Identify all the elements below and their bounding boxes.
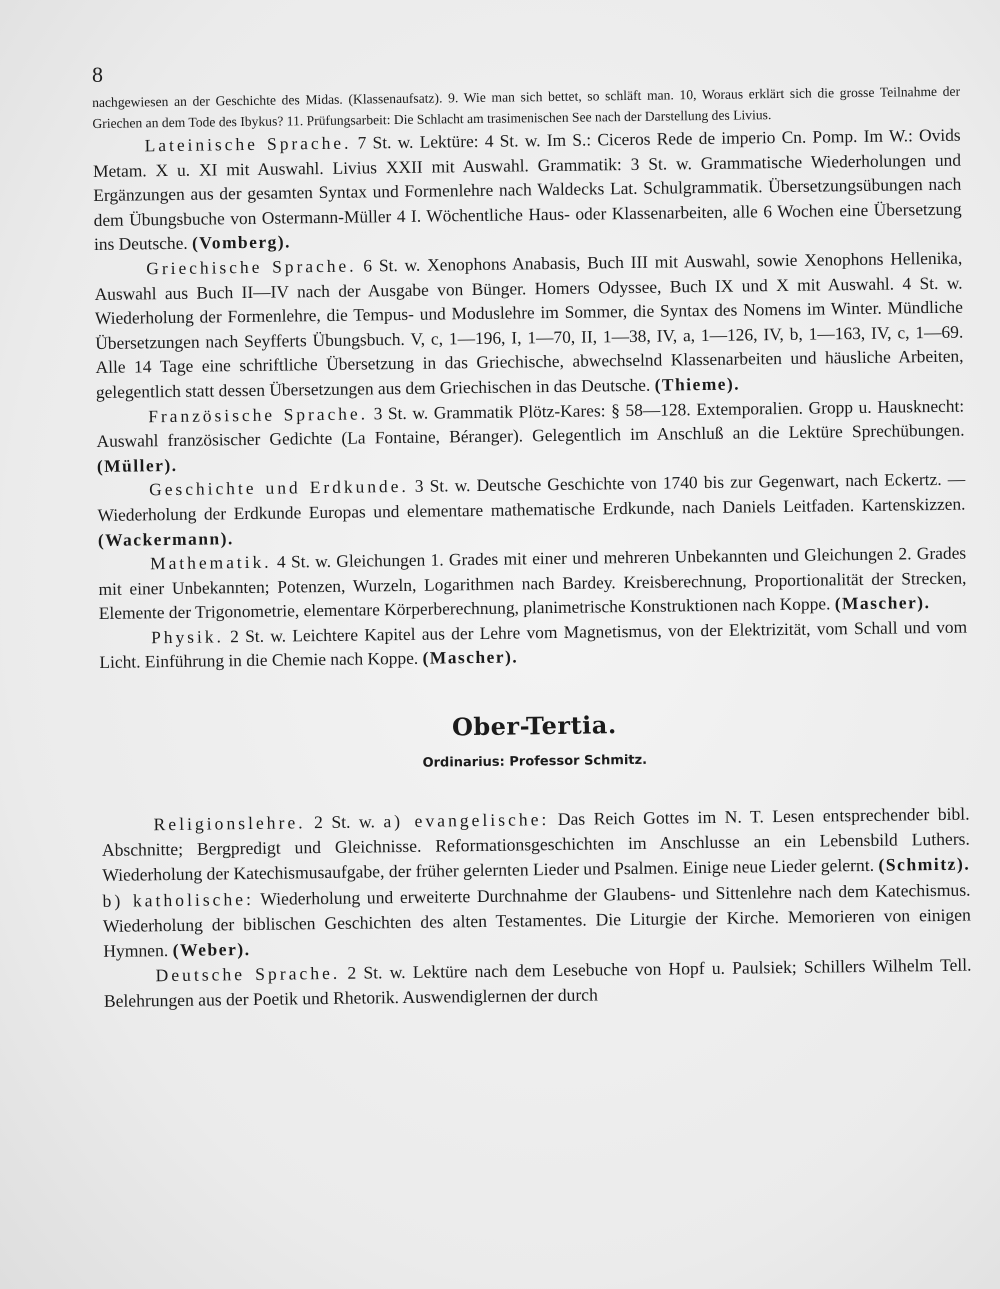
deutsch-text: 2 St. w. Lektüre nach dem Lesebuche von Hopf u. Paulsiek; Schillers Wilhelm Tell. Belehrungen aus der Poetik und Rhetorik. Auswendiglernen der durch <box>103 954 972 1012</box>
geschichte-paragraph <box>97 467 966 552</box>
religion-kath-text: Wiederholung und erweiterte Durchnahme der Glaubens- und Sittenlehre nach dem Katechismus. Wiederholung der biblischen Geschichten des alten Testamentes. Die Liturgie der Kirche. Memorieren von einigen Hymnen. <box>102 879 971 962</box>
mathematik-paragraph <box>98 541 967 626</box>
mathematik-subject: Mathematik. <box>150 551 272 574</box>
deutsch-subject: Deutsche Sprache. <box>155 963 341 986</box>
franzoesisch-paragraph <box>96 393 965 478</box>
intro-paragraph: nachgewiesen an der Geschichte des Midas. (Klassenaufsatz). 9. Wie man sich bettet, so schläft man. 10, Woraus erklärt sich die grosse Teilnahme der Griechen an dem Tode des Ibykus? 11. Prüfungsarbeit: Die Schlacht am trasimenischen See nach der Darstellung des Livius. <box>92 83 961 131</box>
mathematik-teacher: (Mascher). <box>834 592 931 614</box>
franzoesisch-subject: Französische Sprache. <box>148 402 369 426</box>
franzoesisch-teacher: (Müller). <box>96 454 178 476</box>
griechisch-paragraph <box>94 246 964 405</box>
geschichte-text: 3 St. w. Deutsche Geschichte von 1740 bis zur Gegenwart, nach Eckertz. — Wiederholung der Erdkunde Europas und elementare mathematische Erdkunde, nach Daniels Leitfaden. Kartenskizzen. <box>97 468 966 525</box>
religion-ev-label: a) evangelische: <box>383 809 550 832</box>
latein-paragraph <box>93 123 963 257</box>
franzoesisch-text: 3 St. w. Grammatik Plötz-Kares: § 58—128. Extemporalien. Gropp u. Hausknecht: Auswahl französischer Gedichte (La Fontaine, Béranger). Gelegentlich im Anschluß an die Lektüre Sprechübungen. <box>96 395 965 452</box>
religion-hours: 2 St. w. <box>313 811 376 833</box>
latein-text: 7 St. w. Lektüre: 4 St. w. Im S.: Ciceros Rede de imperio Cn. Pomp. Im W.: Ovids Metam. X u. XI mit Auswahl. Livius XXII mit Auswahl. Grammatik: 3 St. w. Grammatische Wiederholungen und Ergänzungen aus der gesamten Syntax und Formenlehre nach Waldecks Lat. Schulgrammatik. Übersetzungsübungen nach dem Übungsbuche von Ostermann-Müller 4 I. Wöchentliche Haus- oder Klassenarbeiten, alle 6 Wochen eine Übersetzung ins Deutsche. <box>92 124 962 255</box>
deutsch-paragraph <box>103 953 972 1015</box>
latein-teacher: (Vomberg). <box>191 231 292 254</box>
griechisch-teacher: (Thieme). <box>654 373 741 395</box>
latein-subject: Lateinische Sprache. <box>144 132 352 156</box>
ordinarius-line: Ordinarius: Professor Schmitz. <box>422 752 648 771</box>
religion-kath-label: b) katholische: <box>102 888 255 911</box>
religion-ev-text: Das Reich Gottes im N. T. Lesen entsprechender bibl. Abschnitte; Bergpredigt und Gleichnisse. Reformationsgeschichten im Anschlusse an ein Lebensbild Luthers. Wiederholung der Katechismusaufgabe, der früher gelernten Lieder und Psalmen. Einige neue Lieder gelernt. <box>101 803 970 886</box>
religion-ev-teacher: (Schmitz). <box>878 854 971 876</box>
geschichte-teacher: (Wackermann). <box>97 527 234 550</box>
griechisch-text: 6 St. w. Xenophons Anabasis, Buch III mit Auswahl, sowie Xenophons Hellenika, Auswahl aus Buch II—IV nach der Ausgabe von Bünger. Homers Odyssee, Buch IX und X mit Auswahl. 4 St. w. Wiederholung der Formenlehre, die Tempus- und Moduslehre im Sommer, die Syntax des Nomens im Winter. Mündliche Übersetzungen nach Seyfferts Übungsbuch. V, c, 1—196, I, 1—70, II, 1—38, IV, a, 1—126, IV, b, 1—163, IV, c, 1—69. Alle 14 Tage eine schriftliche Übersetzung in das Griechische, abwechselnd Klassenarbeiten und häusliche Arbeiten, gelegentlich statt dessen Übersetzungen aus dem Griechischen in das Deutsche. <box>94 247 964 402</box>
griechisch-subject: Griechische Sprache. <box>146 255 357 279</box>
section-heading: Ober-Tertia. <box>451 710 617 742</box>
religion-paragraph <box>101 802 971 965</box>
page-number: 8 <box>92 62 103 87</box>
religion-subject: Religionslehre. <box>153 812 306 835</box>
religion-kath-teacher: (Weber). <box>172 939 251 961</box>
physik-text: 2 St. w. Leichtere Kapitel aus der Lehre vom Magnetismus, von der Elektrizität, vom Schall und vom Licht. Einführung in die Chemie nach Koppe. <box>99 616 968 673</box>
physik-teacher: (Mascher). <box>422 646 519 669</box>
physik-subject: Physik. <box>151 626 224 648</box>
lower-section <box>101 802 972 1015</box>
page-content <box>92 81 972 1015</box>
physik-paragraph <box>99 614 968 675</box>
mathematik-text: 4 St. w. Gleichungen 1. Grades mit einer und mehreren Unbekannten und Gleichungen 2. Grades mit einer Unbekannten; Potenzen, Wurzeln, Logarithmen nach Bardey. Kreisberechnung, Proportionalität der Strecken, Elemente der Trigonometrie, elementare Körperberechnung, planimetrische Konstruktionen nach Koppe. <box>98 542 967 624</box>
geschichte-subject: Geschichte und Erdkunde. <box>149 476 409 500</box>
